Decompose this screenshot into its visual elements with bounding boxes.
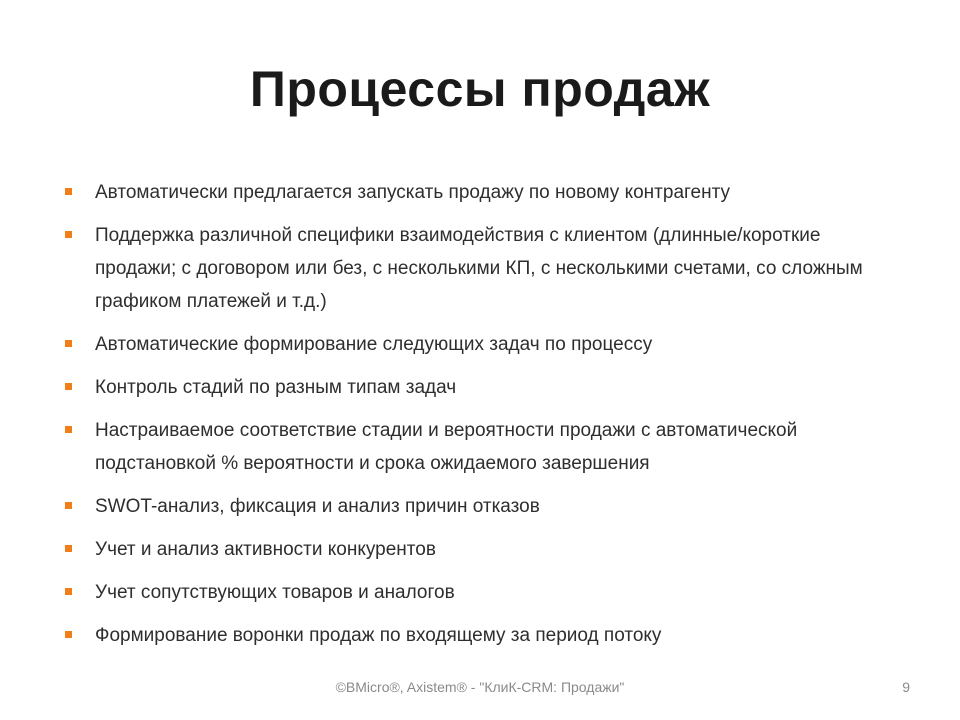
bullet-item [95, 328, 885, 361]
bullet-square-icon [65, 340, 72, 347]
bullet-list [95, 176, 885, 662]
bullet-item [95, 219, 885, 318]
slide-title: Процессы продаж [249, 61, 711, 117]
bullet-square-icon [65, 188, 72, 195]
bullet-item [95, 176, 885, 209]
bullet-text: Автоматические формирование следующих задач по процессу [95, 334, 653, 355]
bullet-text: Учет сопутствующих товаров и аналогов [95, 582, 455, 603]
page-number: 9 [902, 679, 910, 695]
bullet-square-icon [65, 588, 72, 595]
bullet-text: Формирование воронки продаж по входящему за период потоку [95, 625, 662, 646]
bullet-square-icon [65, 426, 72, 433]
bullet-text: Настраиваемое соответствие стадии и вероятности продажи с автоматической подстановкой % вероятности и срока ожидаемого завершения [95, 420, 798, 474]
bullet-item [95, 414, 885, 480]
bullet-square-icon [65, 383, 72, 390]
slide-footer: ©BMicro®, Axistem® - "КлиК-CRM: Продажи" [335, 679, 625, 695]
bullet-text: Поддержка различной специфики взаимодействия с клиентом (длинные/короткие продажи; с договором или без, с несколькими КП, с несколькими счетами, со сложным графиком платежей и т.д.) [95, 225, 863, 312]
bullet-text: Контроль стадий по разным типам задач [95, 377, 457, 398]
bullet-square-icon [65, 231, 72, 238]
bullet-square-icon [65, 631, 72, 638]
bullet-text: Учет и анализ активности конкурентов [95, 539, 436, 560]
bullet-item [95, 619, 885, 652]
bullet-item [95, 533, 885, 566]
bullet-square-icon [65, 545, 72, 552]
bullet-text: SWOT-анализ, фиксация и анализ причин отказов [95, 496, 540, 517]
bullet-item [95, 576, 885, 609]
bullet-item [95, 371, 885, 404]
bullet-square-icon [65, 502, 72, 509]
bullet-text: Автоматически предлагается запускать продажу по новому контрагенту [95, 182, 730, 203]
bullet-item [95, 490, 885, 523]
